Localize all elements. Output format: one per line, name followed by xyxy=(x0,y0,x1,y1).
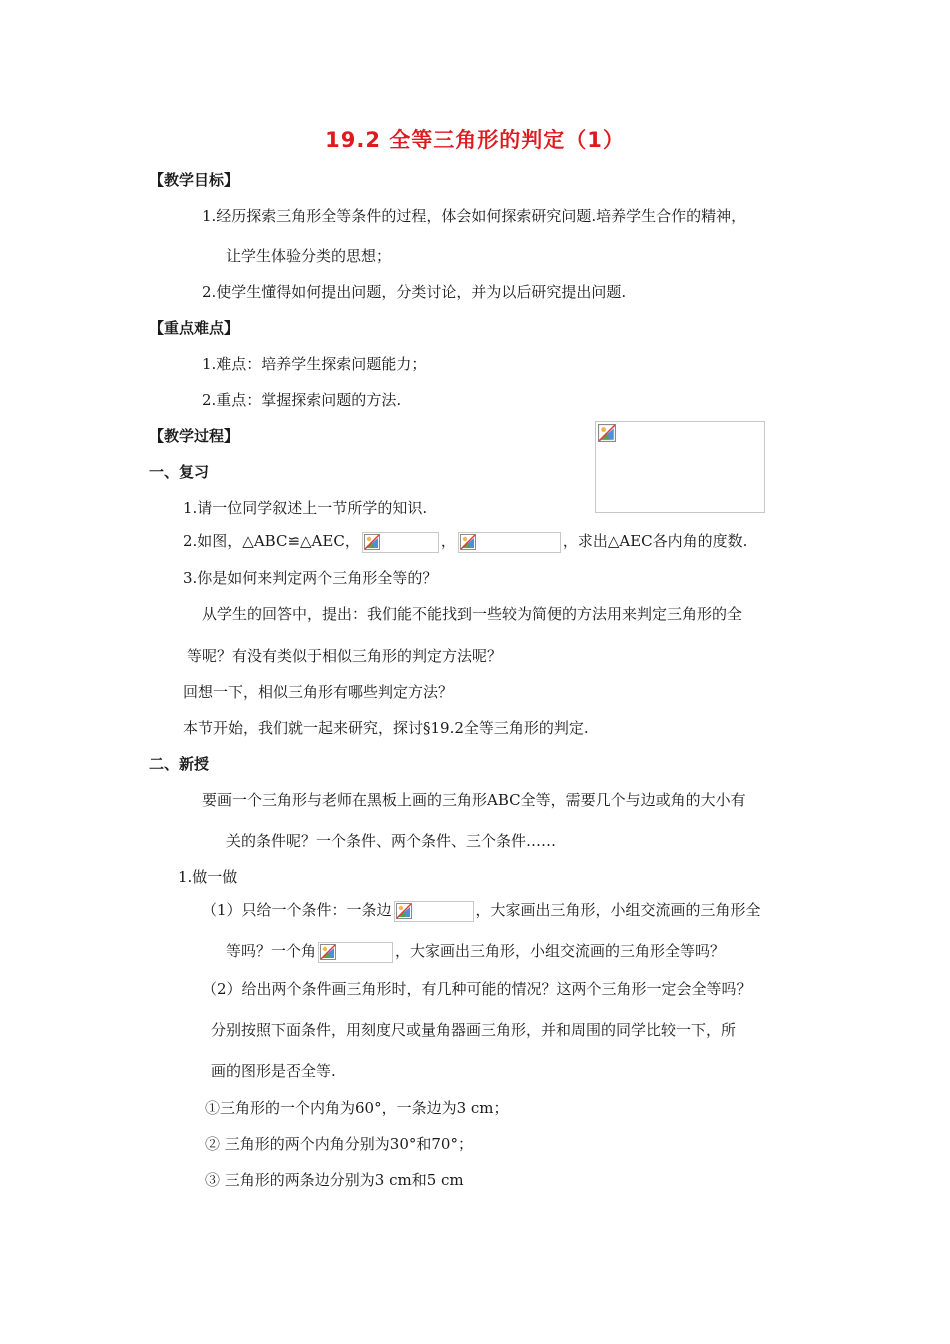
goals-item1-line2: 让学生体验分类的思想； xyxy=(226,247,392,265)
review-item3: 3.你是如何来判定两个三角形全等的？ xyxy=(183,569,438,587)
new-q1-text-b: ，大家画出三角形，小组交流画的三角形全 xyxy=(475,901,761,919)
new-condition-1: ①三角形的一个内角为60°，一条边为3 cm； xyxy=(205,1099,509,1117)
new-q2-line1: （2）给出两个条件画三角形时，有几种可能的情况？这两个三角形一定会全等吗？ xyxy=(202,980,752,998)
broken-image-icon xyxy=(364,534,380,550)
goals-heading: 【教学目标】 xyxy=(149,171,240,189)
review-item2-text-c: ，求出△AEC各内角的度数. xyxy=(562,532,748,550)
review-para3: 本节开始，我们就一起来研究，探讨§19.2全等三角形的判定. xyxy=(183,719,589,737)
process-heading: 【教学过程】 xyxy=(149,427,240,445)
review-item2-text-b: ， xyxy=(440,532,456,550)
formula-image-1 xyxy=(362,532,439,553)
key-points-item1: 1.难点：培养学生探索问题能力； xyxy=(202,355,427,373)
review-heading: 一、复习 xyxy=(149,463,210,481)
new-q1-line2 xyxy=(226,941,725,963)
formula-image-4 xyxy=(318,942,393,963)
review-para1-line2: 等呢？有没有类似于相似三角形的判定方法呢？ xyxy=(187,647,503,665)
broken-image-icon xyxy=(598,424,616,442)
page-title: 19.2 全等三角形的判定（1） xyxy=(325,128,625,152)
new-q1-text-d: ，大家画出三角形，小组交流画的三角形全等吗？ xyxy=(395,942,726,960)
formula-image-3 xyxy=(394,901,474,922)
new-q2-line3: 画的图形是否全等. xyxy=(211,1062,336,1080)
new-condition-3: ③ 三角形的两条边分别为3 cm和5 cm xyxy=(205,1171,464,1189)
review-para2: 回想一下，相似三角形有哪些判定方法？ xyxy=(183,683,454,701)
review-item2-text-a: 2.如图，△ABC≌△AEC， xyxy=(183,532,360,550)
broken-image-icon xyxy=(396,903,412,919)
new-q2-line2: 分别按照下面条件，用刻度尺或量角器画三角形，并和周围的同学比较一下，所 xyxy=(211,1021,737,1039)
new-intro-line1: 要画一个三角形与老师在黑板上画的三角形ABC全等，需要几个与边或角的大小有 xyxy=(202,791,746,809)
formula-image-2 xyxy=(458,532,561,553)
goals-item2: 2.使学生懂得如何提出问题，分类讨论，并为以后研究提出问题. xyxy=(202,283,627,301)
figure-image xyxy=(595,421,765,513)
new-q1-text-c: 等吗？一个角 xyxy=(226,942,317,960)
broken-image-icon xyxy=(460,534,476,550)
review-item1: 1.请一位同学叙述上一节所学的知识. xyxy=(183,499,428,517)
new-intro-line2: 关的条件呢？一个条件、两个条件、三个条件…… xyxy=(226,832,557,850)
broken-image-icon xyxy=(320,944,336,960)
review-para1-line1: 从学生的回答中，提出：我们能不能找到一些较为简便的方法用来判定三角形的全 xyxy=(202,605,743,623)
key-points-item2: 2.重点：掌握探索问题的方法. xyxy=(202,391,402,409)
new-heading: 二、新授 xyxy=(149,755,210,773)
new-condition-2: ② 三角形的两个内角分别为30°和70°； xyxy=(205,1135,473,1153)
goals-item1-line1: 1.经历探索三角形全等条件的过程，体会如何探索研究问题.培养学生合作的精神， xyxy=(202,207,747,225)
key-points-heading: 【重点难点】 xyxy=(149,319,240,337)
new-q1-text-a: （1）只给一个条件：一条边 xyxy=(202,901,392,919)
review-item2 xyxy=(183,531,747,553)
new-sub1: 1.做一做 xyxy=(178,868,238,886)
new-q1-line1 xyxy=(202,900,761,922)
